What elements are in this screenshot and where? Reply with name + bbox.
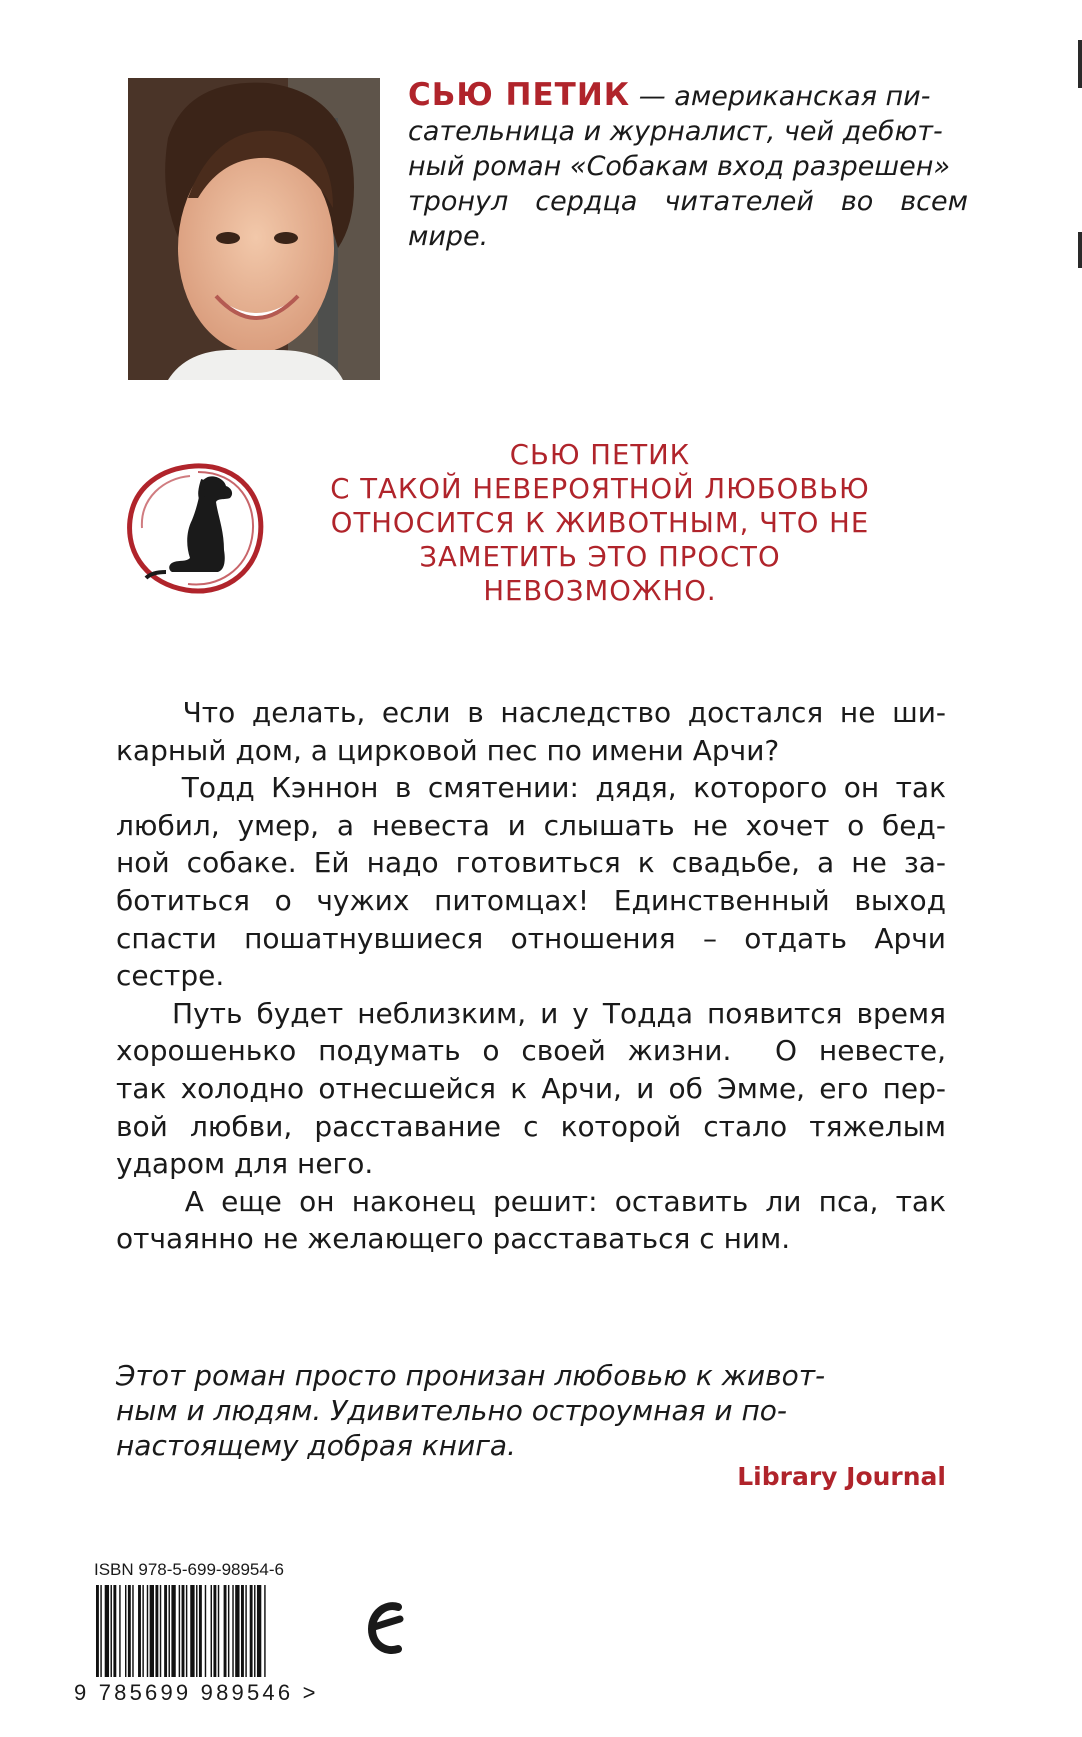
author-bio <box>408 78 968 254</box>
description-line: карный дом, а цирковой пес по имени Арчи? <box>116 733 780 767</box>
barcode-bar <box>245 1585 246 1677</box>
barcode-bar <box>232 1585 233 1677</box>
quote-line: ЗАМЕТИТЬ ЭТО ПРОСТО <box>419 541 781 573</box>
description-line: Путь будет неблизким, и у Тодда появится время <box>116 996 946 1030</box>
barcode-bar <box>169 1585 170 1677</box>
quote-line: СЬЮ ПЕТИК <box>509 439 691 471</box>
barcode-bar <box>138 1585 141 1677</box>
barcode-bar <box>235 1585 239 1677</box>
review-line: Этот роман просто пронизан любовью к живот- <box>116 1359 826 1392</box>
barcode-bar <box>205 1585 206 1677</box>
barcode-bar <box>105 1585 109 1677</box>
description-line: ботиться о чужих питомцах! Единственный выход <box>116 883 946 917</box>
barcode-bar <box>264 1585 265 1677</box>
barcode-bar <box>128 1585 131 1677</box>
barcode-bar <box>100 1585 101 1677</box>
barcode-bar <box>142 1585 143 1677</box>
barcode-bar <box>164 1585 167 1677</box>
barcode-bar <box>179 1585 180 1677</box>
edge-mark-top <box>1078 40 1082 88</box>
quote-line: С ТАКОЙ НЕВЕРОЯТНОЙ ЛЮБОВЬЮ <box>330 473 870 505</box>
dog-emblem-icon <box>120 458 270 598</box>
barcode-bar <box>241 1585 244 1677</box>
description-line: сестре. <box>116 959 225 993</box>
edge-mark-mid <box>1078 232 1082 268</box>
review-line: ным и людям. Удивительно остроумная и по- <box>116 1394 788 1427</box>
book-description <box>116 694 946 1258</box>
bio-line: сательница и журналист, чей дебют- <box>408 116 943 147</box>
review-quote <box>116 1358 946 1463</box>
barcode-bar <box>150 1585 154 1677</box>
quote-line: НЕВОЗМОЖНО. <box>483 575 717 607</box>
barcode-bar <box>186 1585 187 1677</box>
bio-line: — американская пи- <box>630 81 931 112</box>
barcode-bar <box>190 1585 194 1677</box>
description-line: Что делать, если в наследство достался не ши- <box>116 696 946 729</box>
barcode-bar <box>155 1585 158 1677</box>
barcode-digits: 9 785699 989546 > <box>74 1680 319 1705</box>
barcode-bar <box>111 1585 112 1677</box>
barcode-bar <box>182 1585 185 1677</box>
barcode-bar <box>257 1585 261 1677</box>
barcode-bar <box>160 1585 161 1677</box>
barcode-bar <box>250 1585 253 1677</box>
barcode-bar <box>119 1585 120 1677</box>
description-line: спасти пошатнувшиеся отношения – отдать Арчи <box>116 921 946 955</box>
barcode-bar <box>218 1585 219 1677</box>
barcode-bar <box>199 1585 202 1677</box>
isbn-label: ISBN 978-5-699-98954-6 <box>94 1560 284 1579</box>
barcode-bar <box>211 1585 212 1677</box>
description-line: ударом для него. <box>116 1147 374 1181</box>
barcode-bar <box>228 1585 229 1677</box>
barcode-bar <box>113 1585 116 1677</box>
description-line: Тодд Кэннон в смятении: дядя, которого он так <box>116 771 946 805</box>
description-line: отчаянно не желающего расставаться с ним. <box>116 1222 791 1256</box>
highlight-quote <box>300 438 900 608</box>
description-line: вой любви, расставание с которой стало тяжелым <box>116 1109 946 1143</box>
review-source: Library Journal <box>737 1462 946 1491</box>
bio-line: тронул сердца читателей во всем мире. <box>408 186 968 252</box>
description-line: так холодно отнесшейся к Арчи, и об Эмме, его пер- <box>116 1071 946 1105</box>
description-line: хорошенько подумать о своей жизни. О невесте, <box>116 1034 946 1068</box>
description-line: любил, умер, а невеста и слышать не хочет о бед- <box>116 808 946 842</box>
description-line: ной собаке. Ей надо готовиться к свадьбе, а не за- <box>116 846 946 880</box>
author-name: СЬЮ ПЕТИК <box>408 77 631 113</box>
barcode-bar <box>224 1585 227 1677</box>
barcode-bar <box>147 1585 148 1677</box>
quote-line: ОТНОСИТСЯ К ЖИВОТНЫМ, ЧТО НЕ <box>330 507 870 539</box>
author-photo <box>128 78 380 380</box>
barcode-bar <box>254 1585 255 1677</box>
barcode-bar <box>213 1585 216 1677</box>
bio-line: ный роман «Собакам вход разрешен» <box>408 151 951 182</box>
barcode-bar <box>125 1585 126 1677</box>
barcode-bar <box>171 1585 175 1677</box>
publisher-logo-icon <box>364 1595 408 1661</box>
barcode-bar <box>132 1585 133 1677</box>
review-line: настоящему добрая книга. <box>116 1429 516 1462</box>
description-line: А еще он наконец решит: оставить ли пса, так <box>116 1184 946 1218</box>
barcode-bar <box>96 1585 99 1677</box>
barcode-bar <box>196 1585 197 1677</box>
barcode <box>94 1585 320 1681</box>
